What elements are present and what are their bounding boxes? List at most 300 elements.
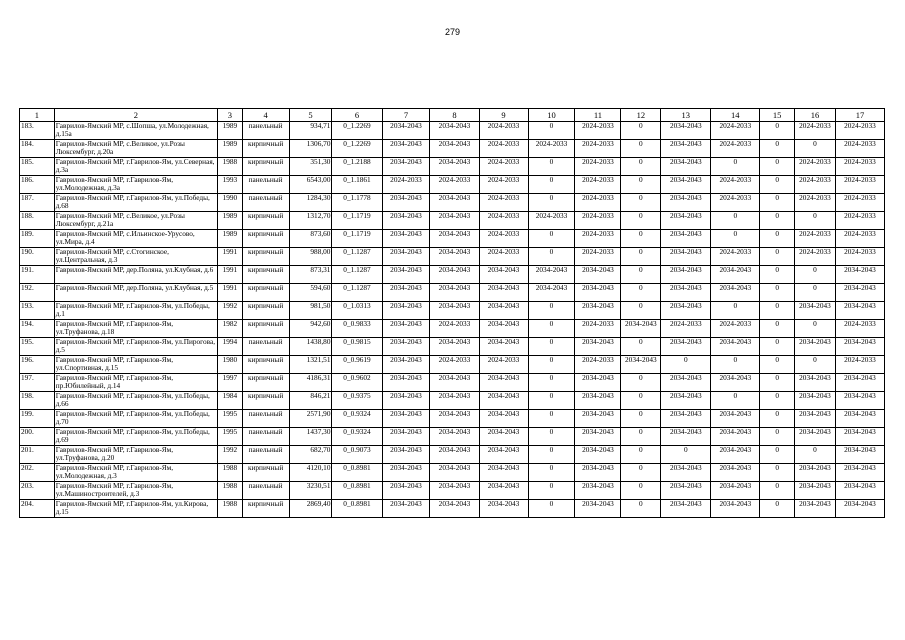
- cell-col-10: 0: [528, 338, 575, 356]
- cell-col-10: 0: [528, 482, 575, 500]
- table-row: [20, 446, 885, 464]
- cell-col-7: 2034-2043: [382, 410, 430, 428]
- cell-row-number: 204.: [20, 500, 55, 518]
- cell-col-17: 2034-2043: [835, 482, 884, 500]
- cell-col-7: 2034-2043: [382, 446, 430, 464]
- cell-col-9: 2034-2043: [479, 338, 528, 356]
- housing-register-table: [19, 108, 885, 518]
- cell-area: 873,60: [289, 230, 332, 248]
- cell-col-15: 0: [760, 248, 795, 266]
- cell-col-8: 2034-2043: [430, 374, 479, 392]
- cell-col-13: 2034-2043: [661, 410, 711, 428]
- cell-row-number: 186.: [20, 176, 55, 194]
- cell-wall-material: кирпичный: [242, 230, 289, 248]
- cell-col-9: 2024-2033: [479, 248, 528, 266]
- table-body: [20, 122, 885, 518]
- table-row: [20, 158, 885, 176]
- cell-address: Гаврилов-Ямский МР, г.Гаврилов-Ям, ул.Молодежная, д.3: [54, 464, 217, 482]
- cell-col-11: 2034-2043: [575, 464, 621, 482]
- cell-col-7: 2034-2043: [382, 338, 430, 356]
- cell-col-8: 2034-2043: [430, 212, 479, 230]
- cell-area: 594,60: [289, 284, 332, 302]
- table-row: [20, 230, 885, 248]
- cell-col-16: 2034-2043: [795, 302, 836, 320]
- cell-col-16: 2034-2043: [795, 482, 836, 500]
- cell-col-13: 2034-2043: [661, 428, 711, 446]
- cell-area: 934,71: [289, 122, 332, 140]
- cell-build-year: 1988: [218, 158, 243, 176]
- cell-col-14: 2024-2033: [711, 140, 760, 158]
- cell-col-8: 2034-2043: [430, 446, 479, 464]
- cell-address: Гаврилов-Ямский МР, дер.Полянa, ул.Клубная, д.6: [54, 266, 217, 284]
- cell-col-11: 2024-2033: [575, 140, 621, 158]
- cell-address: Гаврилов-Ямский МР, с.Ильинское-Урусово, ул.Мира, д.4: [54, 230, 217, 248]
- cell-col-14: 2024-2033: [711, 248, 760, 266]
- cell-wall-material: панельный: [242, 176, 289, 194]
- cell-index: 0_1.1287: [332, 266, 382, 284]
- cell-col-13: 0: [661, 446, 711, 464]
- cell-address: Гаврилов-Ямский МР, г.Гаврилов-Ям, ул.Северная, д.3а: [54, 158, 217, 176]
- cell-wall-material: панельный: [242, 122, 289, 140]
- cell-col-12: 0: [621, 464, 661, 482]
- cell-index: 0_1.1287: [332, 284, 382, 302]
- cell-col-13: 2034-2043: [661, 194, 711, 212]
- cell-col-9: 2024-2033: [479, 230, 528, 248]
- cell-row-number: 191.: [20, 266, 55, 284]
- cell-col-7: 2034-2043: [382, 230, 430, 248]
- cell-index: 0_0.9324: [332, 428, 382, 446]
- cell-col-9: 2024-2033: [479, 122, 528, 140]
- cell-col-11: 2034-2043: [575, 482, 621, 500]
- cell-col-9: 2024-2033: [479, 194, 528, 212]
- cell-build-year: 1989: [218, 140, 243, 158]
- cell-col-11: 2024-2033: [575, 320, 621, 338]
- table-row: [20, 212, 885, 230]
- cell-col-13: 2034-2043: [661, 374, 711, 392]
- cell-index: 0_0.9073: [332, 446, 382, 464]
- cell-address: Гаврилов-Ямский МР, г.Гаврилов-Ям, ул.Труфанова, д.20: [54, 446, 217, 464]
- cell-build-year: 1993: [218, 176, 243, 194]
- cell-col-12: 0: [621, 248, 661, 266]
- cell-col-14: 0: [711, 212, 760, 230]
- cell-wall-material: кирпичный: [242, 266, 289, 284]
- cell-col-13: 2034-2043: [661, 500, 711, 518]
- cell-col-11: 2024-2033: [575, 158, 621, 176]
- cell-col-8: 2034-2043: [430, 284, 479, 302]
- cell-col-10: 0: [528, 356, 575, 374]
- cell-col-11: 2024-2033: [575, 176, 621, 194]
- cell-col-17: 2024-2033: [835, 356, 884, 374]
- cell-wall-material: панельный: [242, 446, 289, 464]
- cell-index: 0_1.2269: [332, 140, 382, 158]
- cell-col-7: 2034-2043: [382, 284, 430, 302]
- cell-address: Гаврилов-Ямский МР, г.Гаврилов-Ям, ул.Кирова, д.15: [54, 500, 217, 518]
- cell-col-13: 2034-2043: [661, 284, 711, 302]
- cell-build-year: 1992: [218, 302, 243, 320]
- cell-build-year: 1994: [218, 338, 243, 356]
- cell-col-9: 2034-2043: [479, 266, 528, 284]
- cell-col-12: 0: [621, 482, 661, 500]
- cell-col-8: 2024-2033: [430, 320, 479, 338]
- column-number-5: 5: [289, 109, 332, 122]
- cell-area: 873,31: [289, 266, 332, 284]
- cell-col-17: 2024-2033: [835, 248, 884, 266]
- cell-area: 1312,70: [289, 212, 332, 230]
- cell-wall-material: кирпичный: [242, 374, 289, 392]
- cell-col-13: 0: [661, 356, 711, 374]
- cell-col-14: 2024-2033: [711, 194, 760, 212]
- cell-address: Гаврилов-Ямский МР, г.Гаврилов-Ям, ул.Победы, д.68: [54, 194, 217, 212]
- cell-col-11: 2034-2043: [575, 446, 621, 464]
- cell-wall-material: кирпичный: [242, 302, 289, 320]
- table-row: [20, 464, 885, 482]
- cell-col-7: 2034-2043: [382, 266, 430, 284]
- cell-index: 0_1.2188: [332, 158, 382, 176]
- cell-row-number: 190.: [20, 248, 55, 266]
- cell-col-17: 2034-2043: [835, 266, 884, 284]
- cell-col-10: 0: [528, 428, 575, 446]
- cell-col-7: 2034-2043: [382, 248, 430, 266]
- cell-index: 0_0.9324: [332, 410, 382, 428]
- cell-address: Гаврилов-Ямский МР, г.Гаврилов-Ям, ул.Победы, д.1: [54, 302, 217, 320]
- cell-address: Гаврилов-Ямский МР, г.Гаврилов-Ям, ул.Пирогова, д.5: [54, 338, 217, 356]
- cell-area: 6543,00: [289, 176, 332, 194]
- cell-col-14: 2034-2043: [711, 284, 760, 302]
- cell-col-8: 2034-2043: [430, 140, 479, 158]
- cell-col-9: 2034-2043: [479, 446, 528, 464]
- cell-col-10: 0: [528, 176, 575, 194]
- cell-index: 0_1.1719: [332, 230, 382, 248]
- cell-row-number: 203.: [20, 482, 55, 500]
- cell-col-7: 2034-2043: [382, 500, 430, 518]
- cell-area: 942,60: [289, 320, 332, 338]
- cell-col-13: 2034-2043: [661, 338, 711, 356]
- cell-address: Гаврилов-Ямский МР, с.Великое, ул.Розы Люксембург, д.20а: [54, 140, 217, 158]
- cell-col-10: 2024-2033: [528, 140, 575, 158]
- cell-col-16: 0: [795, 446, 836, 464]
- cell-col-13: 2034-2043: [661, 158, 711, 176]
- cell-col-13: 2034-2043: [661, 392, 711, 410]
- cell-address: Гаврилов-Ямский МР, г.Гаврилов-Ям, ул.Спортивная, д.15: [54, 356, 217, 374]
- cell-col-16: 2034-2043: [795, 374, 836, 392]
- cell-area: 2571,90: [289, 410, 332, 428]
- column-number-3: 3: [218, 109, 243, 122]
- cell-col-15: 0: [760, 302, 795, 320]
- cell-col-10: 0: [528, 302, 575, 320]
- cell-col-10: 0: [528, 464, 575, 482]
- cell-col-15: 0: [760, 284, 795, 302]
- cell-col-9: 2034-2043: [479, 410, 528, 428]
- cell-col-16: 2024-2033: [795, 158, 836, 176]
- column-number-row: [20, 109, 885, 122]
- cell-area: 1306,70: [289, 140, 332, 158]
- cell-col-16: 2024-2033: [795, 122, 836, 140]
- cell-col-11: 2034-2043: [575, 338, 621, 356]
- cell-col-16: 0: [795, 284, 836, 302]
- cell-col-8: 2034-2043: [430, 410, 479, 428]
- table-row: [20, 140, 885, 158]
- cell-area: 1321,51: [289, 356, 332, 374]
- cell-col-13: 2034-2043: [661, 230, 711, 248]
- cell-build-year: 1990: [218, 194, 243, 212]
- cell-col-16: 2034-2043: [795, 500, 836, 518]
- cell-build-year: 1992: [218, 446, 243, 464]
- cell-index: 0_1.1861: [332, 176, 382, 194]
- cell-col-16: 2034-2043: [795, 464, 836, 482]
- cell-col-10: 0: [528, 158, 575, 176]
- cell-wall-material: панельный: [242, 410, 289, 428]
- column-number-13: 13: [661, 109, 711, 122]
- column-number-16: 16: [795, 109, 836, 122]
- cell-index: 0_0.8981: [332, 482, 382, 500]
- cell-row-number: 185.: [20, 158, 55, 176]
- cell-col-9: 2024-2033: [479, 356, 528, 374]
- cell-col-16: 0: [795, 140, 836, 158]
- cell-col-12: 0: [621, 122, 661, 140]
- cell-col-8: 2034-2043: [430, 464, 479, 482]
- cell-wall-material: кирпичный: [242, 356, 289, 374]
- column-number-17: 17: [835, 109, 884, 122]
- cell-col-12: 0: [621, 338, 661, 356]
- cell-col-10: 0: [528, 500, 575, 518]
- cell-build-year: 1989: [218, 230, 243, 248]
- cell-col-14: 2024-2033: [711, 122, 760, 140]
- cell-col-16: 0: [795, 266, 836, 284]
- cell-col-8: 2024-2033: [430, 356, 479, 374]
- cell-col-16: 2024-2033: [795, 230, 836, 248]
- cell-area: 988,00: [289, 248, 332, 266]
- cell-build-year: 1991: [218, 284, 243, 302]
- cell-col-16: 2024-2033: [795, 194, 836, 212]
- cell-col-12: 2034-2043: [621, 320, 661, 338]
- cell-col-15: 0: [760, 428, 795, 446]
- cell-col-17: 2024-2033: [835, 194, 884, 212]
- cell-area: 4186,31: [289, 374, 332, 392]
- cell-col-11: 2024-2033: [575, 230, 621, 248]
- cell-col-7: 2034-2043: [382, 428, 430, 446]
- cell-col-16: 2034-2043: [795, 428, 836, 446]
- cell-col-7: 2034-2043: [382, 392, 430, 410]
- cell-index: 0_1.1287: [332, 248, 382, 266]
- cell-col-14: 2024-2033: [711, 320, 760, 338]
- cell-col-12: 0: [621, 194, 661, 212]
- cell-col-7: 2024-2033: [382, 176, 430, 194]
- cell-col-12: 0: [621, 500, 661, 518]
- cell-col-17: 2034-2043: [835, 374, 884, 392]
- cell-row-number: 188.: [20, 212, 55, 230]
- cell-col-17: 2024-2033: [835, 122, 884, 140]
- cell-col-8: 2034-2043: [430, 248, 479, 266]
- cell-col-13: 2024-2033: [661, 320, 711, 338]
- cell-col-12: 0: [621, 446, 661, 464]
- cell-col-14: 2034-2043: [711, 428, 760, 446]
- cell-build-year: 1995: [218, 428, 243, 446]
- cell-col-7: 2034-2043: [382, 320, 430, 338]
- table-row: [20, 284, 885, 302]
- cell-col-17: 2034-2043: [835, 464, 884, 482]
- cell-col-7: 2034-2043: [382, 158, 430, 176]
- cell-area: 2869,40: [289, 500, 332, 518]
- cell-build-year: 1989: [218, 212, 243, 230]
- cell-col-8: 2034-2043: [430, 158, 479, 176]
- cell-wall-material: кирпичный: [242, 500, 289, 518]
- cell-col-11: 2034-2043: [575, 266, 621, 284]
- cell-col-10: 0: [528, 230, 575, 248]
- cell-col-15: 0: [760, 230, 795, 248]
- cell-col-9: 2034-2043: [479, 482, 528, 500]
- cell-col-9: 2034-2043: [479, 374, 528, 392]
- cell-col-13: 2034-2043: [661, 122, 711, 140]
- cell-area: 351,30: [289, 158, 332, 176]
- cell-col-15: 0: [760, 212, 795, 230]
- cell-col-13: 2034-2043: [661, 140, 711, 158]
- cell-col-17: 2034-2043: [835, 392, 884, 410]
- cell-col-10: 0: [528, 122, 575, 140]
- cell-col-7: 2034-2043: [382, 464, 430, 482]
- cell-col-14: 2034-2043: [711, 410, 760, 428]
- cell-col-10: 0: [528, 374, 575, 392]
- cell-col-16: 2034-2043: [795, 410, 836, 428]
- cell-col-15: 0: [760, 356, 795, 374]
- cell-col-16: 0: [795, 212, 836, 230]
- cell-col-7: 2034-2043: [382, 140, 430, 158]
- cell-col-12: 0: [621, 428, 661, 446]
- cell-wall-material: панельный: [242, 482, 289, 500]
- cell-col-12: 0: [621, 410, 661, 428]
- cell-col-10: 2034-2043: [528, 284, 575, 302]
- cell-col-10: 0: [528, 410, 575, 428]
- cell-col-8: 2034-2043: [430, 266, 479, 284]
- column-number-11: 11: [575, 109, 621, 122]
- cell-row-number: 192.: [20, 284, 55, 302]
- cell-area: 846,21: [289, 392, 332, 410]
- cell-build-year: 1997: [218, 374, 243, 392]
- cell-address: Гаврилов-Ямский МР, г.Гаврилов-Ям, ул.Победы, д.66: [54, 392, 217, 410]
- table-row: [20, 356, 885, 374]
- cell-col-17: 2034-2043: [835, 302, 884, 320]
- cell-col-8: 2034-2043: [430, 230, 479, 248]
- cell-col-7: 2034-2043: [382, 122, 430, 140]
- cell-area: 4120,10: [289, 464, 332, 482]
- cell-col-13: 2034-2043: [661, 248, 711, 266]
- cell-col-16: 0: [795, 356, 836, 374]
- cell-index: 0_0.8981: [332, 464, 382, 482]
- cell-build-year: 1988: [218, 464, 243, 482]
- table-row: [20, 338, 885, 356]
- cell-col-14: 0: [711, 302, 760, 320]
- cell-col-9: 2034-2043: [479, 464, 528, 482]
- cell-col-11: 2024-2033: [575, 212, 621, 230]
- cell-build-year: 1991: [218, 266, 243, 284]
- cell-col-14: 2034-2043: [711, 500, 760, 518]
- cell-index: 0_1.1719: [332, 212, 382, 230]
- cell-col-9: 2034-2043: [479, 500, 528, 518]
- cell-col-9: 2034-2043: [479, 284, 528, 302]
- cell-col-11: 2034-2043: [575, 428, 621, 446]
- cell-col-15: 0: [760, 338, 795, 356]
- cell-col-15: 0: [760, 194, 795, 212]
- cell-col-17: 2034-2043: [835, 410, 884, 428]
- cell-col-9: 2034-2043: [479, 392, 528, 410]
- cell-col-17: 2034-2043: [835, 500, 884, 518]
- cell-col-8: 2034-2043: [430, 302, 479, 320]
- cell-col-13: 2034-2043: [661, 266, 711, 284]
- cell-wall-material: панельный: [242, 194, 289, 212]
- column-number-14: 14: [711, 109, 760, 122]
- table-row: [20, 500, 885, 518]
- cell-col-11: 2024-2033: [575, 194, 621, 212]
- table-row: [20, 194, 885, 212]
- cell-col-15: 0: [760, 176, 795, 194]
- cell-address: Гаврилов-Ямский МР, г.Гаврилов-Ям, ул.Победы, д.69: [54, 428, 217, 446]
- cell-address: Гаврилов-Ямский МР, г.Гаврилов-Ям, ул.Труфанова, д.18: [54, 320, 217, 338]
- page-number: 279: [444, 27, 461, 37]
- cell-col-15: 0: [760, 140, 795, 158]
- cell-col-14: 2034-2043: [711, 266, 760, 284]
- cell-col-12: 0: [621, 140, 661, 158]
- cell-address: Гаврилов-Ямский МР, с.Великое, ул.Розы Люксембург, д.21а: [54, 212, 217, 230]
- cell-col-7: 2034-2043: [382, 194, 430, 212]
- cell-area: 1437,30: [289, 428, 332, 446]
- cell-wall-material: кирпичный: [242, 248, 289, 266]
- cell-col-14: 2034-2043: [711, 338, 760, 356]
- cell-col-7: 2034-2043: [382, 302, 430, 320]
- cell-build-year: 1980: [218, 356, 243, 374]
- cell-address: Гаврилов-Ямский МР, г.Гаврилов-Ям, ул.Победы, д.70: [54, 410, 217, 428]
- cell-build-year: 1984: [218, 392, 243, 410]
- column-number-6: 6: [332, 109, 382, 122]
- cell-col-11: 2024-2033: [575, 248, 621, 266]
- cell-col-12: 0: [621, 374, 661, 392]
- cell-col-13: 2034-2043: [661, 176, 711, 194]
- cell-index: 0_0.9619: [332, 356, 382, 374]
- cell-col-17: 2024-2033: [835, 320, 884, 338]
- cell-col-10: 0: [528, 446, 575, 464]
- cell-index: 0_0.9815: [332, 338, 382, 356]
- cell-wall-material: кирпичный: [242, 140, 289, 158]
- cell-wall-material: панельный: [242, 338, 289, 356]
- cell-col-8: 2034-2043: [430, 194, 479, 212]
- cell-col-13: 2034-2043: [661, 464, 711, 482]
- cell-col-15: 0: [760, 482, 795, 500]
- cell-col-11: 2034-2043: [575, 410, 621, 428]
- cell-wall-material: кирпичный: [242, 392, 289, 410]
- cell-col-17: 2034-2043: [835, 428, 884, 446]
- cell-col-17: 2034-2043: [835, 284, 884, 302]
- cell-area: 3230,51: [289, 482, 332, 500]
- cell-row-number: 187.: [20, 194, 55, 212]
- cell-row-number: 198.: [20, 392, 55, 410]
- cell-col-9: 2034-2043: [479, 428, 528, 446]
- cell-col-10: 0: [528, 320, 575, 338]
- cell-col-15: 0: [760, 374, 795, 392]
- cell-col-10: 0: [528, 248, 575, 266]
- cell-index: 0_1.0313: [332, 302, 382, 320]
- table-row: [20, 302, 885, 320]
- cell-col-13: 2034-2043: [661, 302, 711, 320]
- cell-col-14: 0: [711, 230, 760, 248]
- column-number-12: 12: [621, 109, 661, 122]
- cell-area: 981,50: [289, 302, 332, 320]
- cell-address: Гаврилов-Ямский МР, г.Гаврилов-Ям, ул.Машиностроителей, д.3: [54, 482, 217, 500]
- cell-col-14: 2034-2043: [711, 446, 760, 464]
- cell-area: 682,70: [289, 446, 332, 464]
- cell-col-9: 2024-2033: [479, 212, 528, 230]
- column-number-2: 2: [54, 109, 217, 122]
- column-number-4: 4: [242, 109, 289, 122]
- table-row: [20, 320, 885, 338]
- cell-col-8: 2034-2043: [430, 482, 479, 500]
